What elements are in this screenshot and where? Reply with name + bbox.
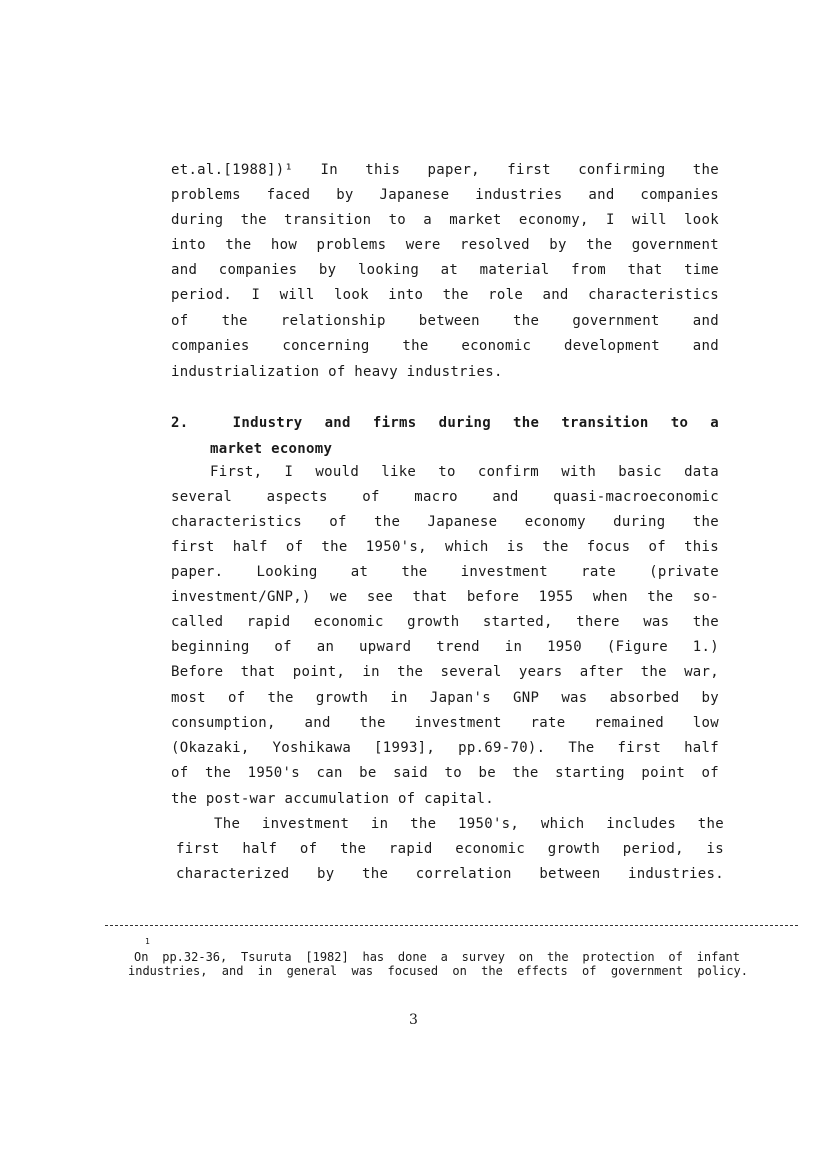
- text-line: first half of the rapid economic growth period, is: [176, 841, 724, 857]
- text-line: consumption, and the investment rate remained low: [171, 715, 719, 731]
- text-line: The investment in the 1950's, which includes the: [214, 816, 724, 832]
- footnote-separator: [105, 925, 798, 926]
- text-line: into the how problems were resolved by the government: [171, 237, 719, 253]
- section-title-text: Industry and firms during the transition to a: [232, 415, 719, 431]
- text-line: Before that point, in the several years after the war,: [171, 664, 719, 680]
- text-line: companies concerning the economic development and: [171, 338, 719, 354]
- section-title-line-2: market economy: [210, 441, 333, 457]
- text-line: industrialization of heavy industries.: [171, 364, 503, 380]
- text-line: during the transition to a market economy, I will look: [171, 212, 719, 228]
- text-line: called rapid economic growth started, there was the: [171, 614, 719, 630]
- section-title-line: [171, 415, 719, 431]
- text-line: paper. Looking at the investment rate (private: [171, 564, 719, 580]
- text-line: of the relationship between the government and: [171, 313, 719, 329]
- footnote-line: industries, and in general was focused on the effects of government policy.: [128, 964, 748, 978]
- text-line: characterized by the correlation between industries.: [176, 866, 724, 882]
- text-line: several aspects of macro and quasi-macroeconomic: [171, 489, 719, 505]
- text-line: most of the growth in Japan's GNP was absorbed by: [171, 690, 719, 706]
- text-line: investment/GNP,) we see that before 1955 when the so-: [171, 589, 719, 605]
- text-line: first half of the 1950's, which is the focus of this: [171, 539, 719, 555]
- text-line: and companies by looking at material from that time: [171, 262, 719, 278]
- text-line: First, I would like to confirm with basic data: [210, 464, 719, 480]
- text-line: et.al.[1988])¹ In this paper, first confirming the: [171, 162, 719, 178]
- text-line: period. I will look into the role and characteristics: [171, 287, 719, 303]
- text-line: the post-war accumulation of capital.: [171, 791, 494, 807]
- footnote-line: On pp.32-36, Tsuruta [1982] has done a survey on the protection of infant: [134, 950, 740, 964]
- text-line: characteristics of the Japanese economy during the: [171, 514, 719, 530]
- text-line: (Okazaki, Yoshikawa [1993], pp.69-70). The first half: [171, 740, 719, 756]
- section-number: 2.: [171, 415, 189, 431]
- footnote-marker: 1: [145, 937, 150, 946]
- text-line: of the 1950's can be said to be the starting point of: [171, 765, 719, 781]
- text-line: problems faced by Japanese industries and companies: [171, 187, 719, 203]
- text-line: beginning of an upward trend in 1950 (Figure 1.): [171, 639, 719, 655]
- page-number: 3: [409, 1012, 418, 1028]
